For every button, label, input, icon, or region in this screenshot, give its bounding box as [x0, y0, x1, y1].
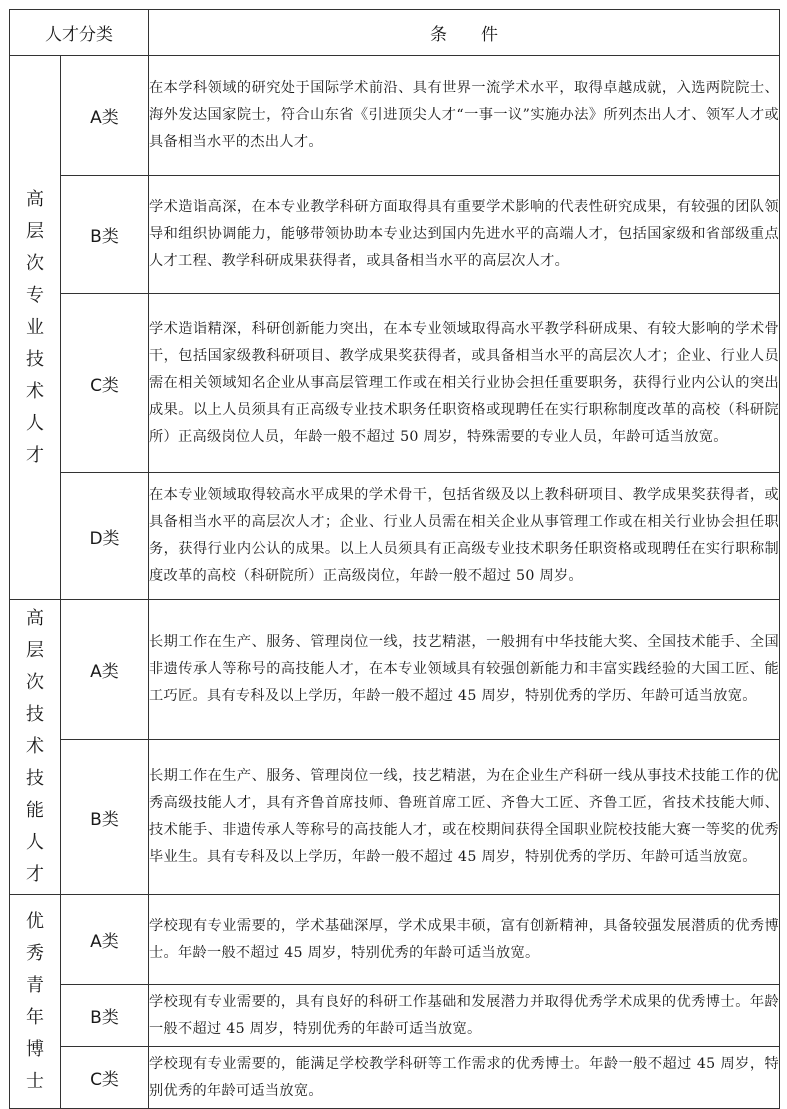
class-label: A类 [61, 895, 149, 985]
table-row [10, 294, 780, 473]
table-row [10, 740, 780, 895]
group-label-doctors: 优秀青年博士 [10, 895, 61, 1109]
condition-text: 在本专业领域取得较高水平成果的学术骨干，包括省级及以上教科研项目、教学成果奖获得者，或具备相当水平的高层次人才；企业、行业人员需在相关企业从事管理工作或在相关行业协会担任职务，获得行业内公认的成果。以上人员须具有正高级专业技术职务任职资格或现聘任在实行职称制度改革的高校（科研院所）正高级岗位，年龄一般不超过 50 周岁。 [149, 473, 780, 600]
class-label: B类 [61, 176, 149, 294]
table-header-row [10, 10, 780, 56]
condition-text: 学校现有专业需要的，具有良好的科研工作基础和发展潜力并取得优秀学术成果的优秀博士。年龄一般不超过 45 周岁，特别优秀的年龄可适当放宽。 [149, 985, 780, 1047]
class-label: C类 [61, 1047, 149, 1109]
talent-classification-table [9, 9, 780, 1109]
condition-text: 学术造诣高深，在本专业教学科研方面取得具有重要学术影响的代表性研究成果，有较强的团队领导和组织协调能力，能够带领协助本专业达到国内先进水平的高端人才，包括国家级和省部级重点人才工程、教学科研成果获得者，或具备相当水平的高层次人才。 [149, 176, 780, 294]
group-label-professional: 高层次专业技术人才 [10, 56, 61, 600]
table-row [10, 985, 780, 1047]
table-row [10, 473, 780, 600]
table-row [10, 56, 780, 176]
class-label: B类 [61, 740, 149, 895]
table-row [10, 600, 780, 740]
condition-text: 学校现有专业需要的，能满足学校教学科研等工作需求的优秀博士。年龄一般不超过 45 周岁，特别优秀的年龄可适当放宽。 [149, 1047, 780, 1109]
condition-text: 在本学科领域的研究处于国际学术前沿、具有世界一流学术水平，取得卓越成就，入选两院院士、海外发达国家院士，符合山东省《引进顶尖人才“一事一议”实施办法》所列杰出人才、领军人才或具备相当水平的杰出人才。 [149, 56, 780, 176]
condition-text: 学术造诣精深，科研创新能力突出，在本专业领域取得高水平教学科研成果、有较大影响的学术骨干，包括国家级教科研项目、教学成果奖获得者，或具备相当水平的高层次人才；企业、行业人员需在相关领域知名企业从事高层管理工作或在相关行业协会担任重要职务，获得行业内公认的突出成果。以上人员须具有正高级专业技术职务任职资格或现聘任在实行职称制度改革的高校（科研院所）正高级岗位人员，年龄一般不超过 50 周岁，特殊需要的专业人员，年龄可适当放宽。 [149, 294, 780, 473]
table-row [10, 1047, 780, 1109]
condition-text: 长期工作在生产、服务、管理岗位一线，技艺精湛，一般拥有中华技能大奖、全国技术能手、全国非遗传承人等称号的高技能人才，在本专业领域具有较强创新能力和丰富实践经验的大国工匠、能工巧匠。具有专科及以上学历，年龄一般不超过 45 周岁，特别优秀的学历、年龄可适当放宽。 [149, 600, 780, 740]
header-category: 人才分类 [10, 10, 149, 56]
condition-text: 长期工作在生产、服务、管理岗位一线，技艺精湛，为在企业生产科研一线从事技术技能工作的优秀高级技能人才，具有齐鲁首席技师、鲁班首席工匠、齐鲁大工匠、齐鲁工匠，省技术技能大师、技术能手、非遗传承人等称号的高技能人才，或在校期间获得全国职业院校技能大赛一等奖的优秀毕业生。具有专科及以上学历，年龄一般不超过 45 周岁，特别优秀的学历、年龄可适当放宽。 [149, 740, 780, 895]
class-label: A类 [61, 56, 149, 176]
table-row [10, 176, 780, 294]
header-condition: 条 件 [149, 10, 780, 56]
group-label-skills: 高层次技术技能人才 [10, 600, 61, 895]
class-label: B类 [61, 985, 149, 1047]
class-label: A类 [61, 600, 149, 740]
class-label: C类 [61, 294, 149, 473]
table-row [10, 895, 780, 985]
class-label: D类 [61, 473, 149, 600]
condition-text: 学校现有专业需要的，学术基础深厚，学术成果丰硕，富有创新精神，具备较强发展潜质的优秀博士。年龄一般不超过 45 周岁，特别优秀的年龄可适当放宽。 [149, 895, 780, 985]
